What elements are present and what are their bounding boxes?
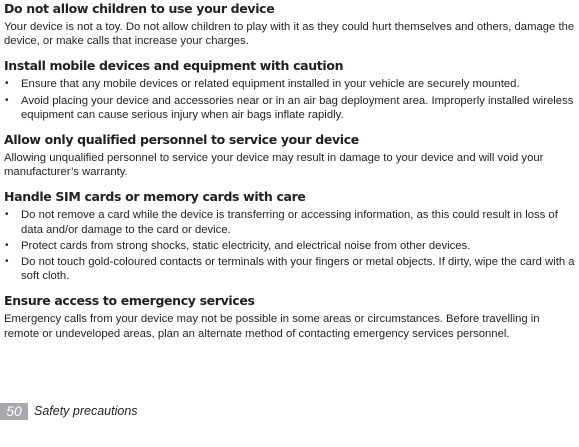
section-paragraph: Allowing unqualified personnel to service your device may result in damage to your device and will void your manufacturer’s warranty. [4, 152, 544, 179]
section-emergency [4, 292, 577, 340]
list-item: • Protect cards from strong shocks, static electricity, and electrical noise from other devices. [5, 239, 471, 252]
section-heading: Allow only qualified personnel to service your device [4, 132, 359, 148]
bullet-dot-icon: • [5, 94, 9, 106]
bullet-list [4, 77, 577, 122]
section-heading: Do not allow children to use your device [4, 1, 275, 16]
bullet-list [4, 208, 577, 283]
section-heading: Install mobile devices and equipment with caution [4, 58, 344, 74]
section-heading: Ensure access to emergency services [4, 293, 255, 309]
bullet-dot-icon: • [5, 78, 9, 90]
bullet-dot-icon: • [5, 256, 9, 268]
section-mobile-devices [4, 57, 577, 122]
section-sim-cards [4, 188, 577, 283]
list-item: • Do not remove a card while the device is transferring or accessing information, as this could result in loss of data and/or damage to the card or device. [5, 209, 558, 236]
bullet-dot-icon: • [5, 209, 9, 221]
section-qualified-personnel [4, 131, 577, 179]
section-children [4, 0, 577, 48]
list-item: • Do not touch gold-coloured contacts or terminals with your fingers or metal objects. If dirty, wipe the card with a soft cloth. [5, 256, 575, 283]
list-item: • Ensure that any mobile devices or related equipment installed in your vehicle are securely mounted. [5, 78, 520, 91]
page-footer [0, 402, 200, 420]
section-heading: Handle SIM cards or memory cards with care [4, 189, 306, 205]
document-body [4, 0, 577, 350]
bullet-dot-icon: • [5, 239, 9, 251]
page-section-label: Safety precautions [34, 404, 138, 418]
section-paragraph: Your device is not a toy. Do not allow children to play with it as they could hurt themselves and others, damage the device, or make calls that increase your charges. [4, 21, 575, 48]
list-item: • Avoid placing your device and accessories near or in an air bag deployment area. Improperly installed wireless equipment can cause serious injury when air bags inflate rapidly. [5, 94, 574, 121]
page-number: 50 [0, 403, 28, 420]
section-paragraph: Emergency calls from your device may not be possible in some areas or circumstances. Before travelling in remote or undeveloped areas, plan an alternate method of contacting emergency services personnel. [4, 313, 540, 340]
